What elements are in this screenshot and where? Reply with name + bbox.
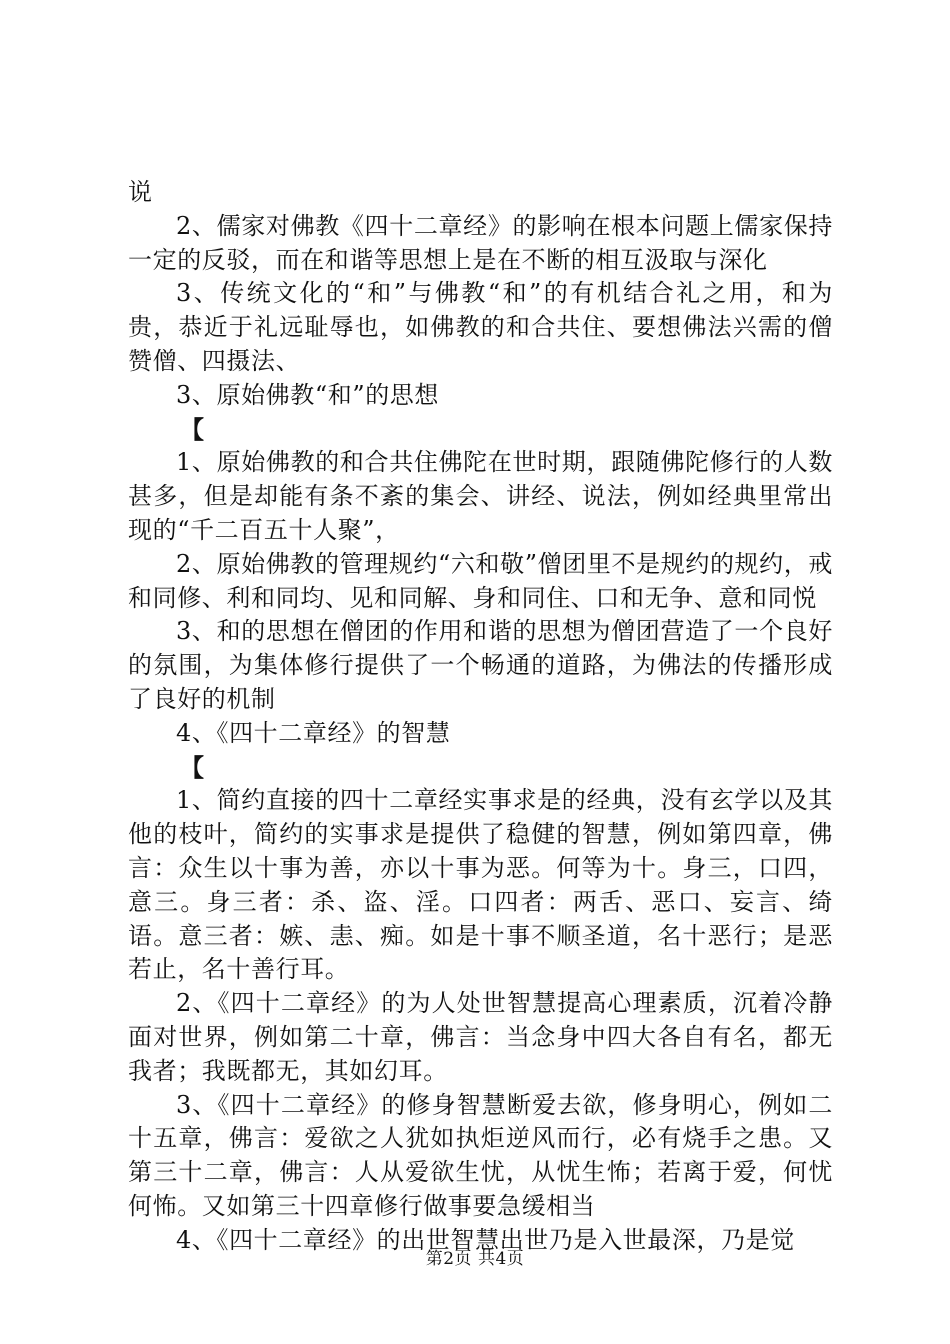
paragraph: 3、传统文化的“和”与佛教“和”的有机结合礼之用，和为贵，恭近于礼远耻辱也，如佛教的和合共住、要想佛法兴需的僧赞僧、四摄法、	[128, 279, 833, 375]
paragraph: 说	[128, 178, 153, 206]
paragraph: 2、原始佛教的管理规约“六和敬”僧团里不是规约的规约，戒和同修、利和同均、见和同解、身和同住、口和无争、意和同悦	[128, 549, 833, 612]
paragraph: 2、儒家对佛教《四十二章经》的影响在根本问题上儒家保持一定的反驳，而在和谐等思想上是在不断的相互汲取与深化	[128, 211, 833, 274]
paragraph: 2、《四十二章经》的为人处世智慧提高心理素质，沉着冷静面对世界，例如第二十章，佛言：当念身中四大各自有名，都无我者；我既都无，其如幻耳。	[128, 989, 833, 1085]
paragraph: 1、原始佛教的和合共住佛陀在世时期，跟随佛陀修行的人数甚多，但是却能有条不紊的集会、讲经、说法，例如经典里常出现的“千二百五十人聚”，	[128, 448, 833, 544]
document-body	[128, 176, 833, 1258]
bracket-marker: 【	[180, 414, 205, 444]
paragraph: 3、原始佛教“和”的思想	[176, 380, 440, 409]
paragraph: 1、简约直接的四十二章经实事求是的经典，没有玄学以及其他的枝叶，简约的实事求是提供了稳健的智慧，例如第四章，佛言：众生以十事为善，亦以十事为恶。何等为十。身三，口四，意三。身三者：杀、盗、淫。口四者：两舌、恶口、妄言、绮语。意三者：嫉、恚、痴。如是十事不顺圣道，名十恶行；是恶若止，名十善行耳。	[128, 786, 833, 984]
paragraph: 4、《四十二章经》的出世智慧出世乃是入世最深，乃是觉	[176, 1225, 795, 1254]
paragraph: 4、《四十二章经》的智慧	[176, 718, 451, 747]
bracket-marker: 【	[180, 752, 205, 782]
paragraph: 3、《四十二章经》的修身智慧断爱去欲，修身明心，例如二十五章，佛言：爱欲之人犹如执炬逆风而行，必有烧手之患。又第三十二章，佛言：人从爱欲生忧，从忧生怖；若离于爱，何忧何怖。又如第三十四章修行做事要急缓相当	[128, 1090, 833, 1220]
page-number-footer: 第2页 共4页	[425, 1249, 525, 1269]
paragraph: 3、和的思想在僧团的作用和谐的思想为僧团营造了一个良好的氛围，为集体修行提供了一个畅通的道路，为佛法的传播形成了良好的机制	[128, 617, 833, 713]
